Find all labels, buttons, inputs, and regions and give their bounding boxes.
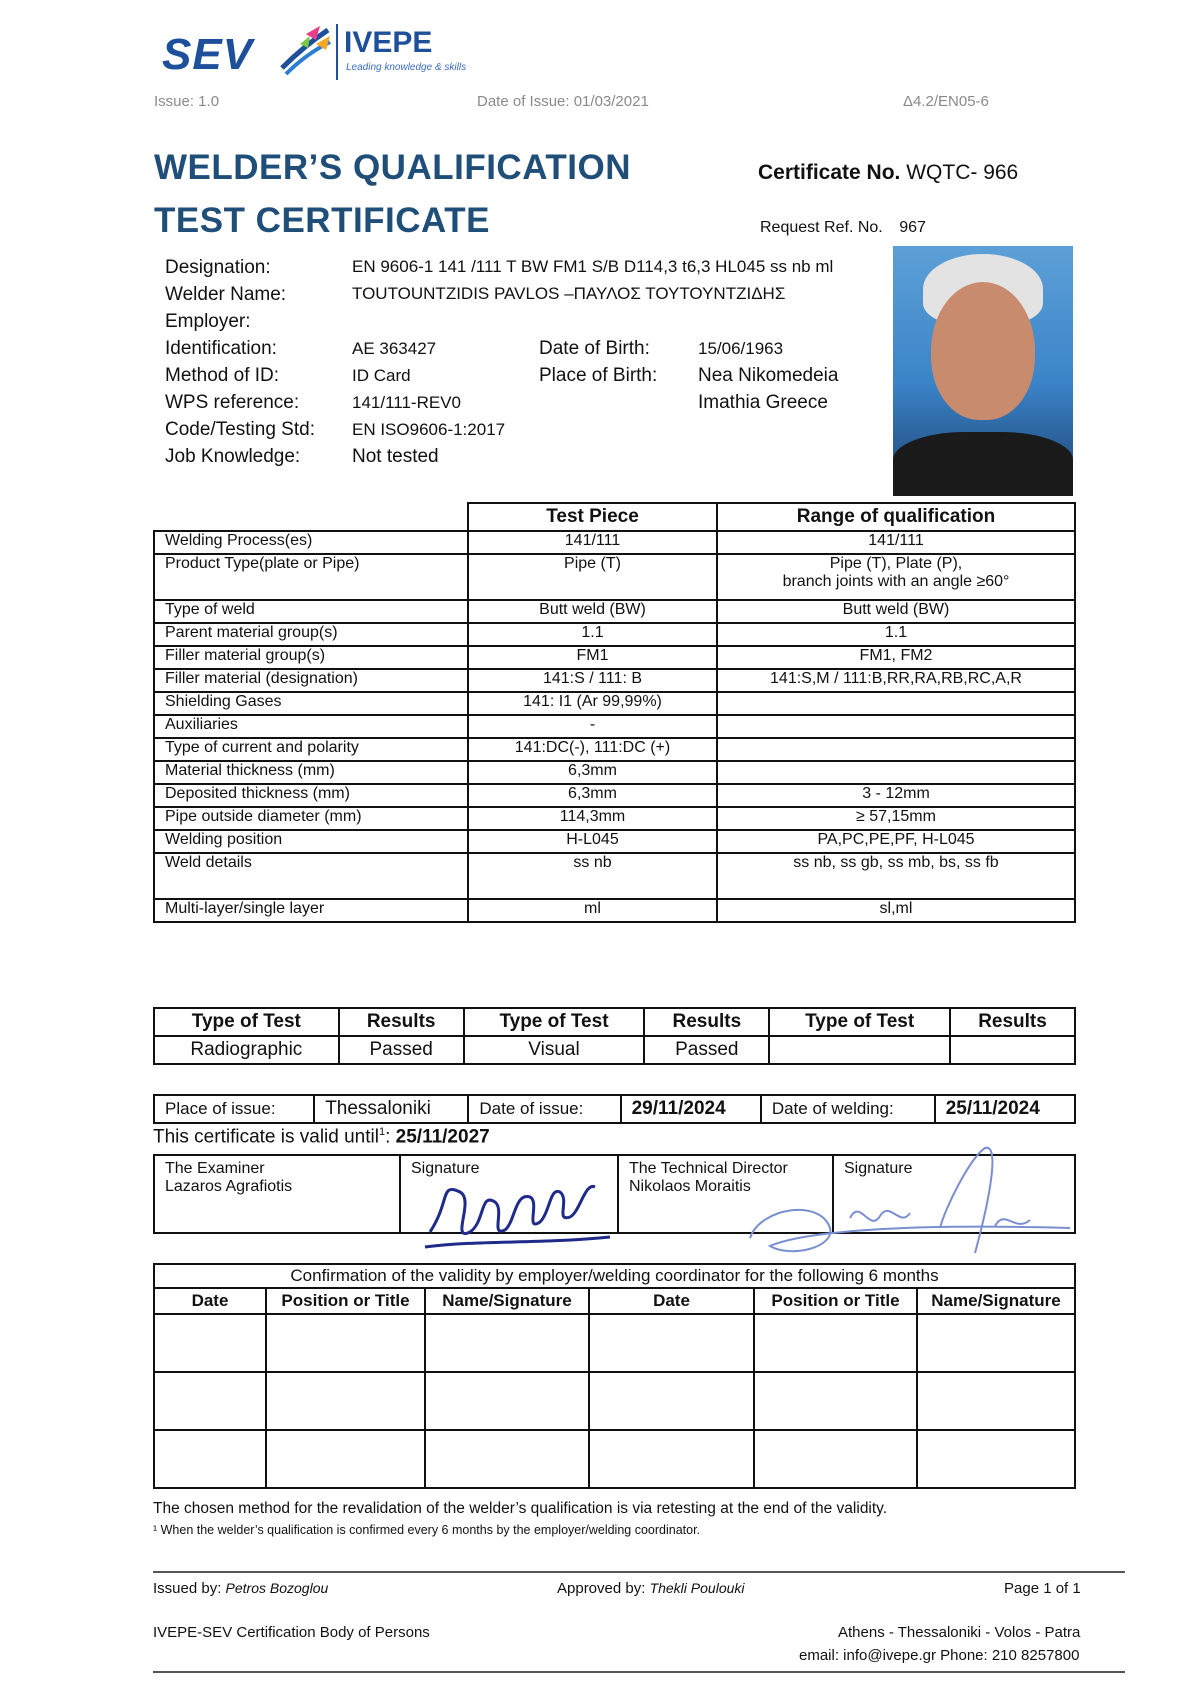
table-row [154,669,1075,692]
confirmation-cell[interactable] [917,1430,1075,1488]
director-signature-label: Signature [844,1160,913,1177]
param-test-value: 114,3mm [468,807,717,830]
director-title: The Technical Director [629,1160,788,1177]
test-results-header-row [154,1008,1075,1036]
param-label: Welding position [154,830,468,853]
employer-label: Employer: [165,311,251,332]
param-test-value: 141/111 [468,531,717,554]
designation-value: EN 9606-1 141 /111 T BW FM1 S/B D114,3 t6,3 HL045 ss nb ml [352,257,834,276]
confirmation-cell[interactable] [589,1430,754,1488]
param-test-value: Pipe (T) [468,554,717,600]
photo-shirt [893,432,1073,496]
examiner-name: Lazaros Agrafiotis [165,1178,293,1195]
certification-body: IVEPE-SEV Certification Body of Persons [153,1624,430,1641]
confirmation-header-row [154,1288,1075,1314]
place-of-birth-value-2: Imathia Greece [698,392,828,413]
logo-tagline: Leading knowledge & skills [346,62,467,73]
confirmation-cell[interactable] [754,1430,917,1488]
param-range-value: 1.1 [717,623,1075,646]
param-label: Auxiliaries [154,715,468,738]
test-results-row [154,1036,1075,1064]
param-range-value [717,554,1075,600]
test-piece-header: Test Piece [468,503,717,531]
parameters-table [153,502,1076,923]
page-number: Page 1 of 1 [1004,1580,1081,1597]
issue-row [154,1095,1075,1123]
validity-date: 25/11/2027 [395,1126,490,1148]
param-label: Deposited thickness (mm) [154,784,468,807]
param-range-value [717,761,1075,784]
confirmation-cell[interactable] [917,1314,1075,1372]
param-range-value: 3 - 12mm [717,784,1075,807]
table-row [154,623,1075,646]
confirmation-col-name-signature: Name/Signature [917,1288,1075,1314]
examiner-cell [154,1155,400,1233]
certificate-number [758,161,1018,185]
certificate-number-value: WQTC- 966 [906,161,1019,184]
date-of-welding-label: Date of welding: [761,1095,935,1123]
footer-contact: email: info@ivepe.gr Phone: 210 8257800 [799,1647,1080,1664]
table-row [154,807,1075,830]
param-test-value: H-L045 [468,830,717,853]
table-row [154,715,1075,738]
param-test-value: 6,3mm [468,784,717,807]
type-of-test-header: Type of Test [464,1008,645,1036]
confirmation-empty-row [154,1430,1075,1488]
confirmation-empty-row [154,1372,1075,1430]
job-knowledge-value: Not tested [352,446,439,467]
param-range-line-2: branch joints with an angle ≥60° [782,573,1010,590]
param-range-value: ≥ 57,15mm [717,807,1075,830]
table-row [154,738,1075,761]
test-result-1: Passed [339,1036,464,1064]
confirmation-cell[interactable] [589,1314,754,1372]
param-range-value [717,738,1075,761]
place-of-birth-value-1: Nea Nikomedeia [698,365,839,386]
table-row [154,531,1075,554]
examiner-signature-label: Signature [411,1160,480,1177]
parameters-header-blank [154,503,468,531]
identification-value: AE 363427 [352,339,437,358]
issued-by [153,1580,328,1597]
param-range-value: ss nb, ss gb, ss mb, bs, ss fb [717,853,1075,899]
param-label: Type of current and polarity [154,738,468,761]
confirmation-title: Confirmation of the validity by employer/welding coordinator for the following 6 months [154,1264,1075,1288]
header-date-of-issue: Date of Issue: 01/03/2021 [477,93,649,110]
confirmation-col-date: Date [589,1288,754,1314]
revalidation-note: The chosen method for the revalidation of the welder’s qualification is via retesting at the end of the validity. [153,1500,888,1517]
param-label: Material thickness (mm) [154,761,468,784]
issue-number: Issue: 1.0 [154,93,220,110]
approved-by-name: Thekli Poulouki [649,1580,745,1596]
method-of-id-label: Method of ID: [165,365,280,386]
table-row [154,761,1075,784]
wps-reference-value: 141/111-REV0 [352,393,461,412]
date-of-issue-value: 29/11/2024 [621,1095,761,1123]
type-of-test-header: Type of Test [154,1008,339,1036]
confirmation-cell[interactable] [754,1372,917,1430]
param-range-value: FM1, FM2 [717,646,1075,669]
document-code: Δ4.2/EN05-6 [903,93,989,110]
title-line-1: WELDER’S QUALIFICATION [154,148,631,187]
confirmation-cell[interactable] [154,1372,266,1430]
confirmation-cell[interactable] [266,1372,425,1430]
results-header: Results [950,1008,1075,1036]
confirmation-col-position: Position or Title [266,1288,425,1314]
confirmation-col-position: Position or Title [754,1288,917,1314]
table-row [154,899,1075,922]
table-row [154,692,1075,715]
place-of-birth-label: Place of Birth: [539,365,658,386]
param-range-value [717,692,1075,715]
param-range-value: Butt weld (BW) [717,600,1075,623]
date-of-welding-value: 25/11/2024 [935,1095,1075,1123]
approved-by-label: Approved by: [557,1580,646,1597]
param-test-value: 1.1 [468,623,717,646]
table-row [154,554,1075,600]
confirmation-cell[interactable] [266,1430,425,1488]
param-range-value [717,715,1075,738]
request-reference [760,219,926,237]
param-range-value: PA,PC,PE,PF, H-L045 [717,830,1075,853]
validity-label: This certificate is valid until [153,1126,379,1148]
results-header: Results [339,1008,464,1036]
param-label: Filler material group(s) [154,646,468,669]
test-type-1: Radiographic [154,1036,339,1064]
issued-by-name: Petros Bozoglou [225,1580,329,1596]
param-range-value: 141:S,M / 111:B,RR,RA,RB,RC,A,R [717,669,1075,692]
validity-footnote-mark: 1 [378,1126,386,1138]
param-test-value: ml [468,899,717,922]
validity-line [153,1126,490,1148]
param-label: Pipe outside diameter (mm) [154,807,468,830]
table-row [154,646,1075,669]
confirmation-cell[interactable] [154,1430,266,1488]
test-result-2: Passed [644,1036,769,1064]
param-test-value: 6,3mm [468,761,717,784]
title-line-2: TEST CERTIFICATE [154,201,490,240]
code-testing-std-label: Code/Testing Std: [165,419,315,440]
param-range-line-1: Pipe (T), Plate (P), [829,555,963,572]
director-name: Nikolaos Moraitis [629,1178,751,1195]
place-of-issue-value: Thessaloniki [314,1095,468,1123]
confirmation-cell[interactable] [917,1372,1075,1430]
range-of-qualification-header: Range of qualification [717,503,1075,531]
logo-sev-text: SEV [162,30,254,79]
param-test-value: Butt weld (BW) [468,600,717,623]
confirmation-col-date: Date [154,1288,266,1314]
table-row [154,853,1075,899]
param-test-value: 141:DC(-), 111:DC (+) [468,738,717,761]
confirmation-cell[interactable] [425,1314,589,1372]
confirmation-cell[interactable] [754,1314,917,1372]
confirmation-empty-row [154,1314,1075,1372]
test-results-table [153,1007,1076,1065]
table-row [154,600,1075,623]
param-label: Shielding Gases [154,692,468,715]
logo-divider [336,24,338,80]
logo-ivepe-text: IVEPE [344,26,433,59]
wps-reference-label: WPS reference: [165,392,300,413]
test-type-2: Visual [464,1036,645,1064]
logo [158,22,488,84]
param-label: Weld details [154,853,468,899]
footer-cities: Athens - Thessaloniki - Volos - Patra [838,1624,1081,1641]
issued-by-label: Issued by: [153,1580,222,1597]
confirmation-cell[interactable] [425,1372,589,1430]
results-header: Results [644,1008,769,1036]
footer-divider-top [153,1571,1125,1573]
param-test-value: 141: I1 (Ar 99,99%) [468,692,717,715]
welder-photo [893,246,1073,496]
code-testing-std-value: EN ISO9606-1:2017 [352,420,506,439]
confirmation-title-row [154,1264,1075,1288]
director-handwritten-signature [740,1138,1090,1268]
param-range-value: 141/111 [717,531,1075,554]
param-label: Parent material group(s) [154,623,468,646]
logo-mark-icon [276,24,332,80]
photo-face [931,282,1035,420]
identification-label: Identification: [165,338,277,359]
approved-by [557,1580,745,1597]
confirmation-cell[interactable] [266,1314,425,1372]
welder-name-label: Welder Name: [165,284,287,305]
param-test-value: ss nb [468,853,717,899]
param-label: Product Type(plate or Pipe) [154,554,468,600]
issue-table [153,1094,1076,1124]
job-knowledge-label: Job Knowledge: [165,446,301,467]
param-label: Filler material (designation) [154,669,468,692]
param-test-value: 141:S / 111: B [468,669,717,692]
param-test-value: - [468,715,717,738]
request-reference-label: Request Ref. No. [760,219,883,236]
footnote: ¹ When the welder’s qualification is confirmed every 6 months by the employer/welding coordinator. [153,1523,701,1537]
welder-name-value: TOUTOUNTZIDIS PAVLOS –ΠΑΥΛΟΣ ΤΟΥΤΟΥΝΤΖΙΔΗΣ [352,284,786,303]
footer-divider-bottom [153,1671,1125,1673]
examiner-title: The Examiner [165,1160,265,1177]
designation-label: Designation: [165,257,271,278]
table-row [154,784,1075,807]
type-of-test-header: Type of Test [769,1008,950,1036]
confirmation-cell[interactable] [589,1372,754,1430]
test-result-3 [950,1036,1075,1064]
place-of-issue-label: Place of issue: [154,1095,314,1123]
method-of-id-value: ID Card [352,366,411,385]
confirmation-col-name-signature: Name/Signature [425,1288,589,1314]
confirmation-cell[interactable] [425,1430,589,1488]
param-label: Welding Process(es) [154,531,468,554]
date-of-birth-label: Date of Birth: [539,338,650,359]
table-row [154,830,1075,853]
validity-colon: : [385,1126,391,1148]
date-of-issue-label: Date of issue: [468,1095,620,1123]
date-of-birth-value: 15/06/1963 [698,339,784,358]
parameters-header-row [154,503,1075,531]
examiner-handwritten-signature [420,1162,620,1262]
param-range-value: sl,ml [717,899,1075,922]
test-type-3 [769,1036,950,1064]
param-label: Multi-layer/single layer [154,899,468,922]
param-test-value: FM1 [468,646,717,669]
confirmation-table [153,1263,1076,1489]
request-reference-value: 967 [899,219,926,236]
param-label: Type of weld [154,600,468,623]
confirmation-cell[interactable] [154,1314,266,1372]
certificate-number-label: Certificate No. [758,161,901,184]
